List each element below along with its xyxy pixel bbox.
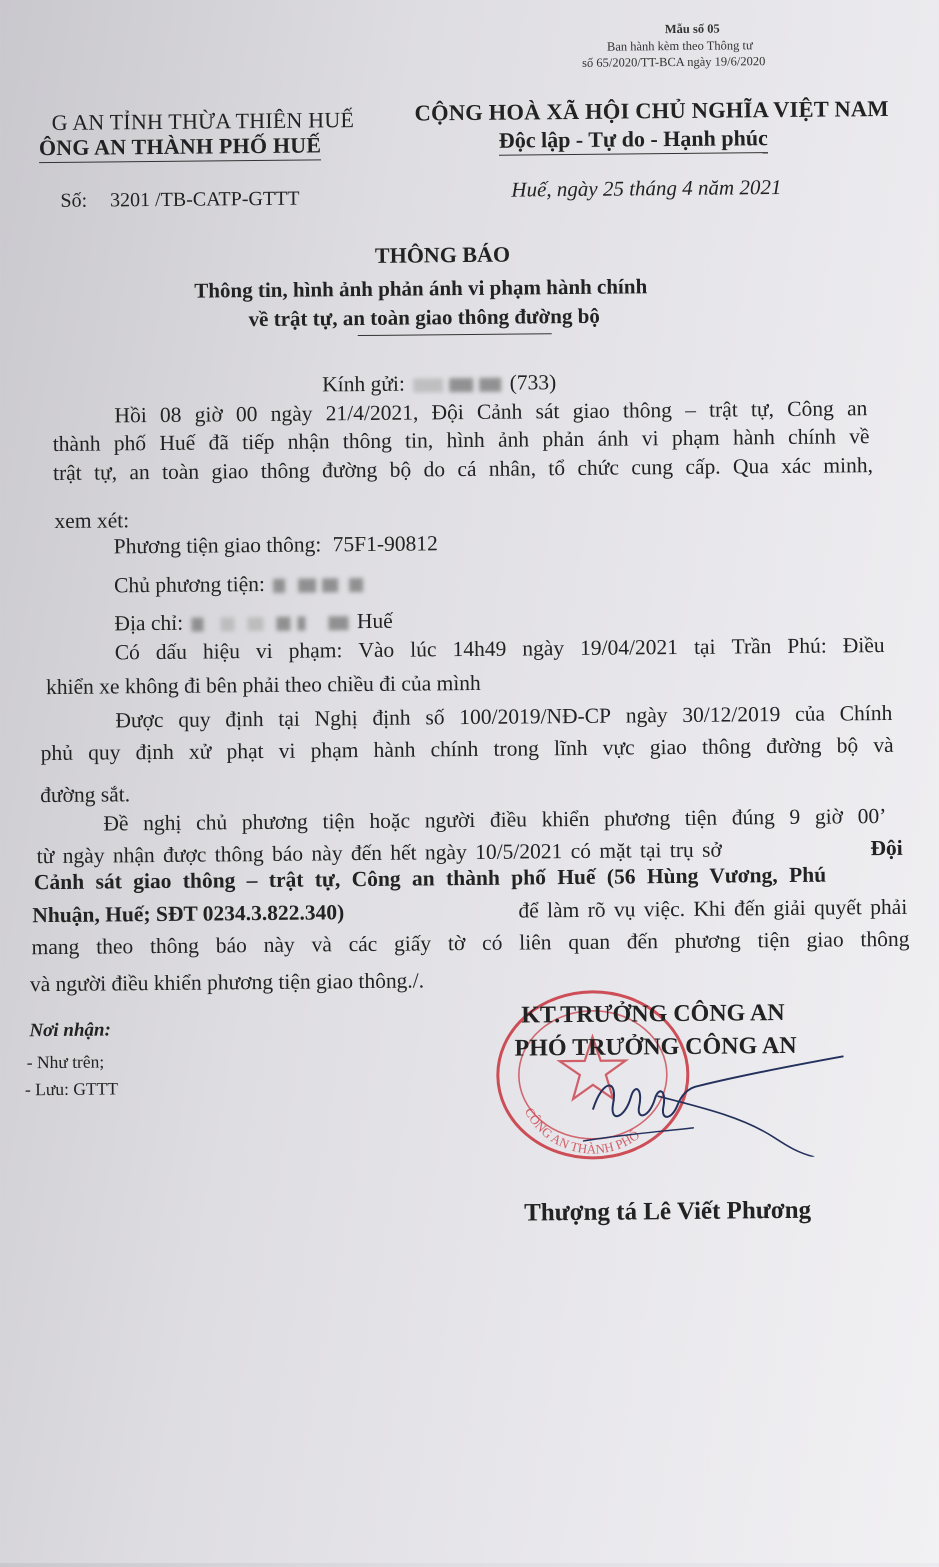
word: thông (149, 933, 200, 959)
svg-text:CÔNG AN THÀNH PHỐ: CÔNG AN THÀNH PHỐ (521, 1105, 643, 1157)
word: 30/12/2019 (682, 702, 781, 727)
word: toàn (161, 459, 200, 484)
word: Được (115, 707, 164, 733)
word: trật (708, 397, 738, 422)
word: Điều (842, 633, 885, 658)
signer-name: Thượng tá Lê Viết Phương (524, 1196, 812, 1227)
word: theo (96, 934, 134, 959)
word: giao (806, 927, 844, 952)
word: hành (732, 425, 775, 450)
redacted-address (220, 617, 234, 631)
signature-title-2: PHÓ TRƯỞNG CÔNG AN (514, 1032, 797, 1062)
redacted-owner (298, 579, 316, 593)
word: tiếp (242, 429, 275, 455)
word: chính (787, 424, 837, 449)
word: định (225, 706, 264, 732)
recipients-item-1: - Như trên; (26, 1051, 105, 1073)
word: giờ (194, 402, 223, 427)
word: giao (649, 734, 687, 760)
word: có (481, 930, 503, 955)
word: định (372, 705, 411, 730)
word: đường (766, 733, 822, 759)
word: hiệu (202, 639, 241, 664)
redacted-address (247, 617, 263, 631)
word: tiện (322, 809, 355, 834)
regulation-line-3: đường sắt. (40, 782, 131, 808)
word: quan (568, 929, 611, 955)
word: 00’ (857, 804, 887, 829)
word: thành (52, 431, 101, 456)
word: thông (342, 428, 392, 454)
national-motto: Độc lập - Tự do - Hạnh phúc (499, 125, 768, 154)
word: Huế (159, 430, 196, 455)
word: số (425, 705, 445, 730)
word: hành (373, 737, 416, 762)
doc-subtitle-2: về trật tự, an toàn giao thông đường bộ (248, 303, 600, 332)
word: 08 (159, 402, 182, 427)
handwritten-signature (563, 1046, 864, 1159)
word: minh, (823, 453, 874, 478)
word: Hồi (114, 403, 147, 428)
redacted-address (191, 618, 203, 632)
word: vi (255, 638, 273, 664)
word: tự, (750, 397, 775, 422)
word: tại (693, 634, 716, 659)
doc-title: THÔNG BÁO (374, 241, 511, 268)
word: Cảnh (476, 399, 523, 424)
word: vi (641, 426, 659, 451)
word: Qua (732, 454, 769, 479)
request-line-5 (31, 927, 909, 960)
word: Đề (103, 811, 129, 836)
word: nhân, (488, 456, 537, 481)
word: cá (457, 456, 477, 482)
redacted-address (297, 617, 305, 631)
word: sát (535, 399, 560, 424)
word: tiện (684, 805, 718, 830)
request-line-6: và người điều khiển phương tiện giao thông./. (29, 968, 425, 997)
redacted-owner (322, 578, 338, 592)
word: phủ (40, 740, 74, 766)
request-line-4: Nhuận, Huế; SĐT 0234.3.822.340) để làm rõ vụ việc. Khi đến giải quyết phải (32, 894, 908, 928)
regulation-line-1 (115, 701, 892, 733)
word: cung (631, 455, 674, 480)
word: – (685, 397, 696, 422)
word: chính (430, 736, 479, 762)
word: thông (622, 398, 673, 423)
word: quy (178, 707, 211, 732)
recipients-title: Nơi nhận: (29, 1019, 111, 1042)
word: phương (674, 928, 741, 954)
word: vi (278, 738, 296, 763)
word: trong (493, 736, 540, 761)
request-line-3: Cảnh sát giao thông – trật tự, Công an thành phố Huế (56 Hùng Vương, Phú (33, 862, 827, 895)
word: mang (31, 934, 80, 960)
agency-name: ÔNG AN THÀNH PHỐ HUẾ (39, 132, 322, 161)
doc-subtitle-1: Thông tin, hình ảnh phản ánh vi phạm hành chính (194, 274, 648, 303)
address-line: Địa chỉ: Huế (114, 608, 393, 636)
redacted-name (413, 378, 443, 392)
word: nhận (287, 429, 330, 454)
word: đúng (731, 805, 775, 830)
word: Đội (431, 400, 464, 425)
word: ánh (597, 426, 629, 451)
word: 100/2019/NĐ-CP (459, 703, 612, 730)
word: phạm (671, 425, 720, 451)
word: thông (860, 926, 910, 952)
word: ngày (270, 401, 313, 426)
agency-parent: G AN TỈNH THỪA THIÊN HUẾ (51, 107, 355, 135)
word: tự, (93, 460, 118, 485)
word: giờ (814, 804, 844, 829)
word: 9 (789, 804, 801, 829)
paragraph-1-line-1 (114, 396, 867, 428)
word: hoặc (369, 808, 411, 833)
word: ảnh (497, 427, 530, 452)
word: phạm (310, 738, 359, 763)
word: 00 (235, 402, 258, 427)
redacted-name (479, 378, 501, 392)
word: khiển (541, 806, 590, 832)
word: tin, (404, 428, 434, 453)
recipient-line: Kính gửi: (733) (322, 370, 557, 397)
word: xử (188, 739, 212, 764)
form-number: Mẫu số 05 (664, 21, 720, 37)
word: phương (603, 806, 671, 831)
word: 14h49 (452, 636, 507, 662)
word: giao (572, 398, 610, 423)
word: giao (211, 459, 249, 484)
issue-date: Huế, ngày 25 tháng 4 năm 2021 (511, 174, 782, 202)
word: tiện (757, 927, 790, 953)
word: Có (114, 640, 140, 665)
word: này (263, 932, 295, 957)
word: đã (208, 430, 229, 455)
redacted-address (276, 617, 290, 631)
form-issued-line2: số 65/2020/TT-BCA ngày 19/6/2020 (582, 54, 766, 70)
word: hình (446, 427, 485, 453)
word: đường (321, 457, 378, 483)
word: về (849, 424, 870, 449)
word: ngày (625, 703, 668, 728)
request-line-2: từ ngày nhận được thông báo này đến hết ngày 10/5/2021 có mặt tại trụ sở Đội (36, 835, 903, 869)
word: 21/4/2021, (325, 400, 419, 426)
word: chức (577, 455, 620, 480)
word: chủ (195, 810, 228, 835)
word: bộ (836, 733, 859, 758)
word: phố (113, 431, 147, 456)
word: phản (542, 426, 585, 452)
word: người (424, 807, 476, 833)
word: của (794, 701, 826, 726)
word: phạt (226, 738, 264, 764)
violation-line-1 (115, 633, 885, 665)
word: ngày (522, 636, 565, 661)
vehicle-line: Phương tiện giao thông: 75F1-90812 (113, 531, 438, 559)
word: bộ (389, 457, 412, 482)
word: xác (781, 453, 812, 478)
word: Công (787, 396, 834, 421)
word: Phú: (787, 633, 827, 658)
redacted-name (449, 378, 473, 392)
word: và (311, 932, 332, 957)
word: thông (701, 734, 752, 759)
word: liên (519, 930, 552, 955)
word: điều (489, 807, 528, 832)
word: Vào (358, 637, 395, 663)
word: đến (626, 929, 659, 954)
redacted-address (328, 616, 348, 630)
word: giấy (393, 931, 432, 956)
violation-line-2: khiển xe không đi bên phải theo chiều đi của mình (45, 670, 481, 700)
paragraph-1-line-4: xem xét: (54, 508, 130, 533)
word: phạm: (288, 638, 343, 663)
word: 19/04/2021 (579, 634, 679, 660)
word: lĩnh (553, 735, 588, 761)
word: định (135, 739, 174, 765)
word: tờ (447, 931, 466, 956)
word: an (846, 396, 868, 421)
title-underline (358, 333, 552, 336)
request-line-1 (103, 804, 886, 837)
word: phương (241, 809, 308, 835)
redacted-owner (273, 579, 285, 593)
paragraph-1-line-3 (53, 453, 873, 486)
word: trật (52, 460, 82, 485)
word: thông (260, 458, 310, 483)
word: vực (602, 735, 635, 760)
word: tại (278, 706, 300, 731)
regulation-line-2 (41, 733, 894, 766)
word: nghị (143, 810, 182, 836)
redacted-owner (349, 578, 363, 592)
word: do (423, 457, 446, 482)
country-name: CỘNG HOÀ XÃ HỘI CHỦ NGHĨA VIỆT NAM (414, 95, 889, 126)
form-issued-line1: Ban hành kèm theo Thông tư (606, 38, 753, 54)
signature-title-1: KT.TRƯỞNG CÔNG AN (521, 999, 785, 1029)
word: cấp. (685, 454, 721, 479)
word: Trần (731, 634, 772, 659)
word: quy (88, 740, 121, 765)
word: an (129, 460, 150, 485)
paragraph-1-line-2 (53, 424, 870, 457)
word: dấu (155, 639, 188, 665)
word: và (873, 732, 894, 758)
word: Nghị (314, 706, 358, 731)
word: Chính (839, 700, 893, 726)
owner-line: Chủ phương tiện: (114, 571, 366, 598)
word: các (348, 931, 378, 957)
word: báo (215, 933, 247, 958)
doc-number: Số: 3201 /TB-CATP-GTTT (60, 187, 300, 212)
recipients-item-2: - Lưu: GTTT (24, 1078, 119, 1100)
word: tổ (548, 456, 566, 481)
word: lúc (410, 637, 437, 662)
